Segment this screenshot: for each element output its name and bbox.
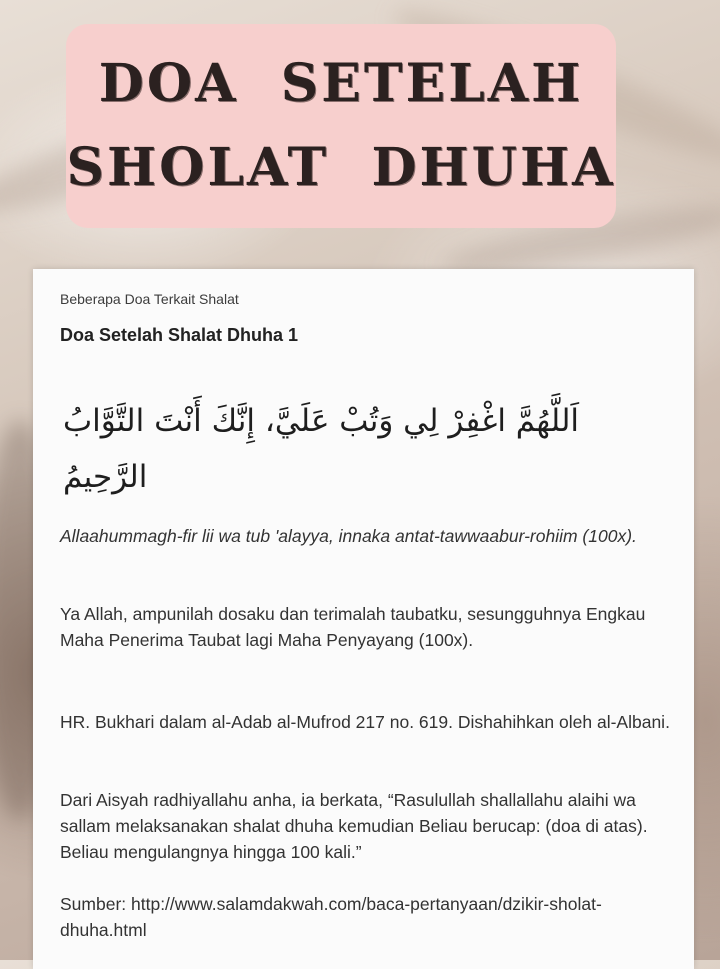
hadith-reference: HR. Bukhari dalam al-Adab al-Mufrod 217 no. 619. Dishahihkan oleh al-Albani. bbox=[60, 712, 670, 732]
arabic-text: اَللَّهُمَّ اغْفِرْ لِي وَتُبْ عَلَيَّ، إِنَّكَ أَنْتَ التَّوَّابُ الرَّحِيمُ bbox=[63, 403, 580, 495]
title-line-2: SHOLAT DHUHA bbox=[66, 137, 616, 198]
translation-text: Ya Allah, ampunilah dosaku dan terimalah taubatku, sesungguhnya Engkau Maha Penerima Taubat lagi Maha Penyayang (100x). bbox=[60, 604, 646, 650]
source-link: Sumber: http://www.salamdakwah.com/baca-pertanyaan/dzikir-sholat-dhuha.html bbox=[60, 894, 602, 940]
content-card bbox=[33, 269, 694, 969]
doa-title: Doa Setelah Shalat Dhuha 1 bbox=[60, 325, 299, 345]
breadcrumb: Beberapa Doa Terkait Shalat bbox=[60, 291, 239, 307]
title-line-1: DOA SETELAH bbox=[98, 53, 584, 114]
title-banner bbox=[66, 24, 616, 228]
narration-text: Dari Aisyah radhiyallahu anha, ia berkata, “Rasulullah shallallahu alaihi wa sallam melaksanakan shalat dhuha kemudian Beliau berucap: (doa di atas). Beliau mengulangnya hingga 100 kali.” bbox=[60, 790, 648, 862]
latin-transliteration: Allaahummagh-fir lii wa tub 'alayya, innaka antat-tawwaabur-rohiim (100x). bbox=[60, 526, 637, 546]
